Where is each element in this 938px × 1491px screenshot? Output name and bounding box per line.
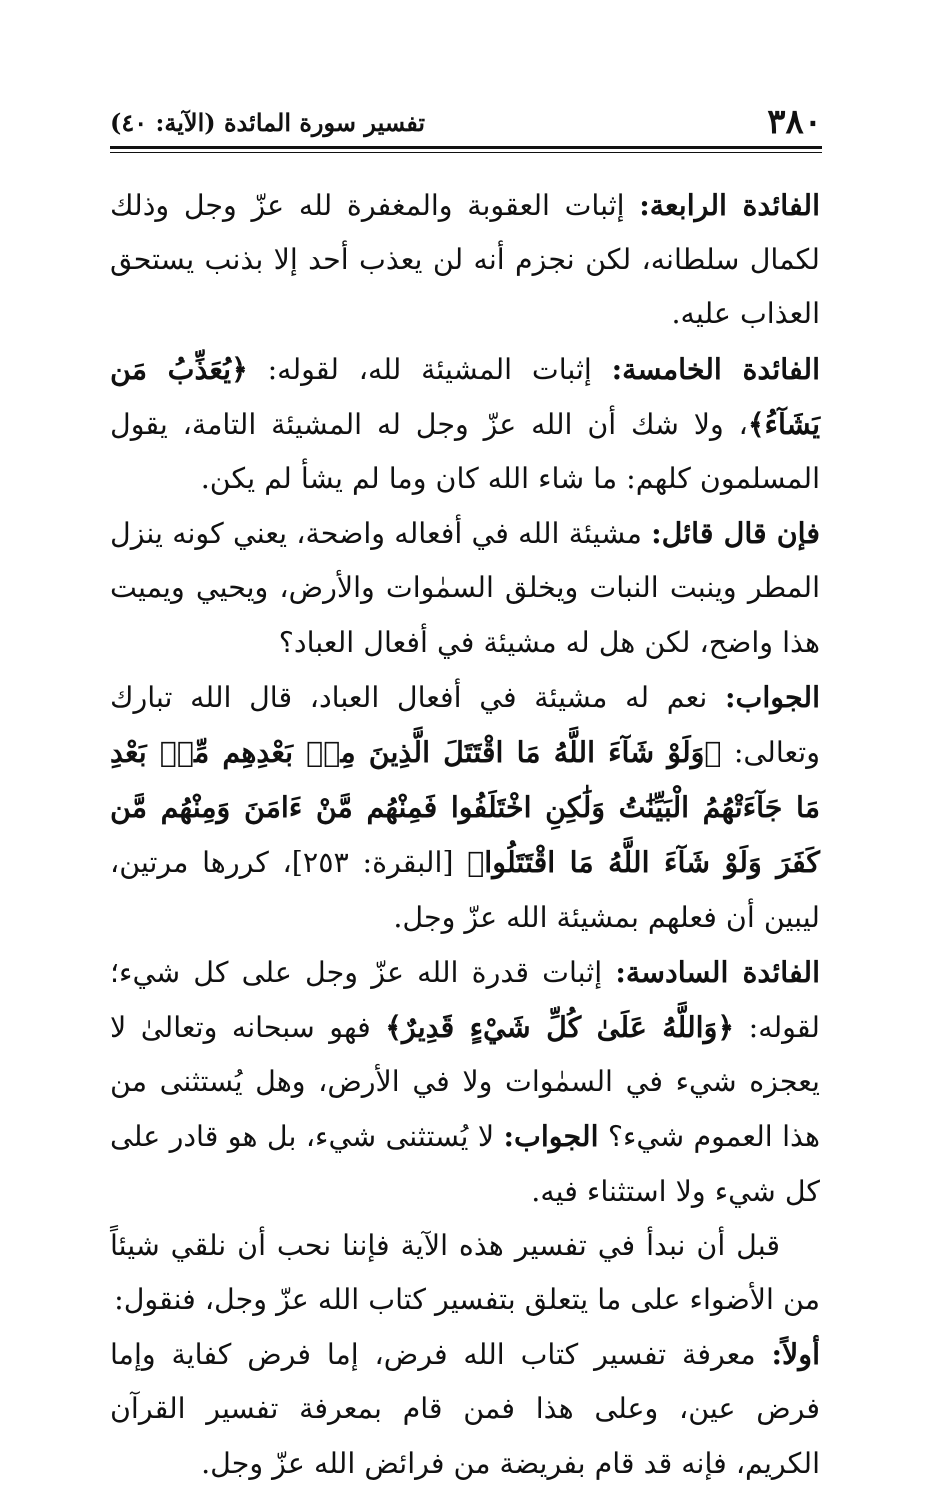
paragraph-fourth-benefit [110, 178, 820, 342]
paragraph-lead: الجواب: [725, 679, 820, 714]
paragraph-text: نعم له مشيئة في أفعال العباد، قال الله تبارك وتعالى: [110, 680, 820, 770]
paragraph-text: مشيئة الله في أفعاله واضحة، يعني كونه ينزل المطر وينبت النبات ويخلق السمٰوات والأرض، ويحيي ويميت هذا واضح، لكن هل له مشيئة في أفعال العباد؟ [110, 517, 820, 659]
page-number: ٣٨٠ [767, 102, 822, 142]
paragraph-text: فهو سبحانه وتعالىٰ لا يعجزه شيء في السمٰوات ولا في الأرض، وهل يُستثنى من هذا العموم شيء؟ [110, 1011, 820, 1154]
paragraph-text: ، ولا شك أن الله عزّ وجل له المشيئة التامة، يقول المسلمون كلهم: ما شاء الله كان وما لم يشأ لم يكن. [110, 407, 820, 496]
paragraph-sixth-benefit [110, 945, 820, 1219]
paragraph-answer [110, 670, 820, 945]
paragraph-lead: الفائدة الرابعة: [639, 188, 820, 222]
paragraph-fifth-benefit [110, 342, 820, 507]
paragraph-first-point [110, 1327, 820, 1491]
paragraph-text: لا يُستثنى شيء، بل هو قادر على كل شيء ولا استثناء فيه. [110, 1120, 820, 1208]
paragraph-text: معرفة تفسير كتاب الله فرض، إما فرض كفاية وإما فرض عين، وعلى هذا فمن قام بمعرفة تفسير القرآن الكريم، فإنه قد قام بفريضة من فرائض الله عزّ وجل. [110, 1338, 820, 1480]
paragraph-text: [البقرة: ٢٥٣]، كررها مرتين، ليبين أن فعلهم بمشيئة الله عزّ وجل. [110, 846, 820, 934]
paragraph-text: إثبات العقوبة والمغفرة لله عزّ وجل وذلك لكمال سلطانه، لكن نجزم أنه لن يعذب أحد إلا بذنب يستحق العذاب عليه. [110, 189, 820, 331]
header-rule-thick [110, 146, 822, 149]
header-rule-thin [110, 152, 822, 153]
running-head: تفسير سورة المائدة (الآية: ٤٠) [110, 108, 426, 137]
paragraph-objection [110, 506, 820, 670]
quran-quote: ﴿وَلَوْ شَآءَ اللَّهُ مَا اقْتَتَلَ الَّذِينَ مِنۢ بَعْدِهِم مِّنۢ بَعْدِ مَا جَآءَتْهُمُ الْبَيِّنَٰتُ وَلَٰكِنِ اخْتَلَفُوا فَمِنْهُم مَّنْ ءَامَنَ وَمِنْهُم مَّن كَفَرَ وَلَوْ شَآءَ اللَّهُ مَا اقْتَتَلُوا﴾ [110, 735, 820, 880]
quran-quote: ﴿يُعَذِّبُ مَن يَشَآءُ﴾ [110, 351, 820, 441]
quran-quote: ﴿وَاللَّهُ عَلَىٰ كُلِّ شَيْءٍ قَدِيرٌ﴾ [385, 1010, 735, 1045]
paragraph-text: إثبات المشيئة لله، لقوله: [247, 352, 612, 386]
paragraph-introduction [110, 1219, 820, 1327]
paragraph-text: إثبات قدرة الله عزّ وجل على كل شيء؛ لقوله: [110, 955, 820, 1045]
paragraph-lead: فإن قال قائل: [651, 516, 820, 551]
paragraph-lead: أولاً: [771, 1337, 820, 1372]
paragraph-lead: الجواب: [503, 1119, 599, 1154]
paragraph-text: قبل أن نبدأ في تفسير هذه الآية فإننا نحب أن نلقي شيئاً من الأضواء على ما يتعلق بتفسير كتاب الله عزّ وجل، فنقول: [110, 1228, 820, 1317]
body-text [110, 178, 820, 1491]
paragraph-lead: الفائدة السادسة: [615, 954, 821, 989]
paragraph-lead: الفائدة الخامسة: [611, 351, 820, 386]
page-header [110, 100, 822, 144]
